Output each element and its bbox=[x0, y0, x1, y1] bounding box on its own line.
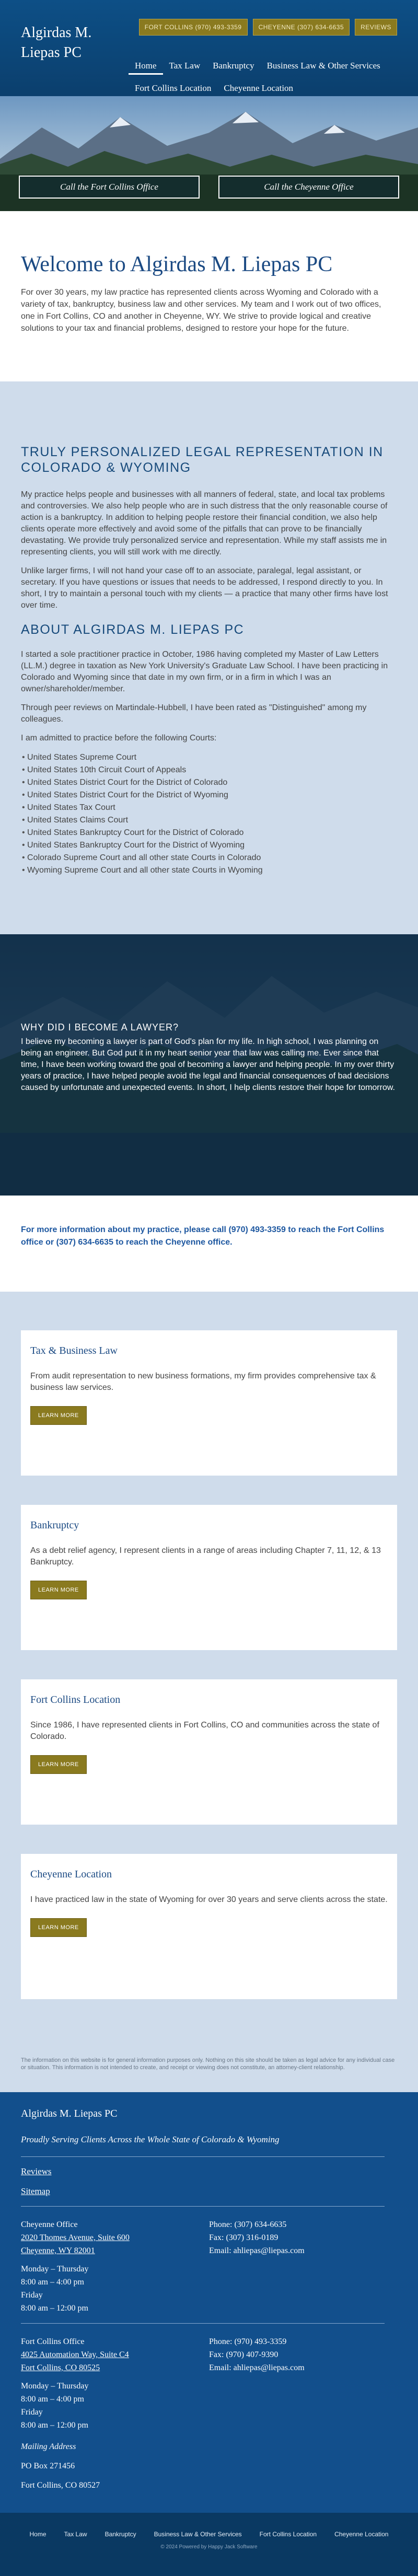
why-lawyer-section bbox=[0, 934, 418, 1196]
about-paragraph-3: I am admitted to practice before the following Courts: bbox=[21, 734, 217, 742]
office-email[interactable]: Email: ahliepas@liepas.com bbox=[209, 2363, 305, 2372]
list-item: • United States Bankruptcy Court for the District of Colorado bbox=[22, 827, 397, 839]
office-address-line-1[interactable]: 2020 Thomes Avenue, Suite 600 bbox=[21, 2233, 130, 2242]
card-text: From audit representation to new business formations, my firm provides comprehensive tax & business law services. bbox=[30, 1372, 376, 1392]
main-nav bbox=[129, 59, 400, 96]
footer-divider bbox=[21, 2206, 385, 2207]
mailing-city: Fort Collins, CO 80527 bbox=[21, 2481, 100, 2490]
learn-more-button[interactable]: LEARN MORE bbox=[30, 1406, 87, 1425]
legal-paragraph-1: My practice helps people and businesses with all manners of federal, state, and local tax problems and controversies. We also help people who are in such distress that the only reasonable course of action is a bankruptcy. In addition to helping people restore their financial condition, we also help clients operate more effectively and avoid some of the pitfalls that can prove to be financially devastating. We provide truly personalized service and representation. While my staff assists me in representing clients, you will still work with me directly. bbox=[21, 490, 388, 556]
top-button-bar bbox=[139, 19, 397, 36]
hours-days: Friday bbox=[21, 2408, 43, 2417]
site-logo[interactable]: Algirdas M. Liepas PC bbox=[21, 25, 92, 61]
bottom-nav-cheyenne-location[interactable]: Cheyenne Location bbox=[334, 2531, 389, 2538]
about-title: ABOUT ALGIRDAS M. LIEPAS PC bbox=[21, 622, 245, 637]
learn-more-button[interactable]: LEARN MORE bbox=[30, 1581, 87, 1599]
office-phone[interactable]: Phone: (307) 634-6635 bbox=[209, 2220, 287, 2229]
fort-collins-office bbox=[21, 2335, 397, 2374]
legal-title: TRULY PERSONALIZED LEGAL REPRESENTATION IN COLORADO & WYOMING bbox=[21, 445, 384, 475]
card-text: As a debt relief agency, I represent clients in a range of areas including Chapter 7, 11, 12, & 13 Bankruptcy. bbox=[30, 1546, 381, 1567]
service-card-bankruptcy bbox=[21, 1505, 397, 1650]
list-item: • United States Supreme Court bbox=[22, 751, 397, 764]
mailing-address bbox=[21, 2440, 397, 2492]
hours-time: 8:00 am – 12:00 pm bbox=[21, 2421, 88, 2430]
site-header bbox=[0, 0, 418, 96]
why-lawyer-text: I believe my becoming a lawyer is part of God's plan for my life. In high school, I was planning on being an engineer. But God put it in my heart senior year that law was calling me. Ever since that time, I have been working toward the goal of becoming a lawyer and helping people. In my over thirty years of practice, I have helped people avoid the legal and financial consequences of bad decisions caused by unfortunate and unexpected events. In short, I help clients restore their hope for tomorrow. bbox=[21, 1037, 395, 1092]
nav-fort-collins-location[interactable]: Fort Collins Location bbox=[135, 83, 212, 93]
office-fax: Fax: (970) 407-9390 bbox=[209, 2350, 278, 2359]
bottom-nav-home[interactable]: Home bbox=[29, 2531, 47, 2538]
card-title: Tax & Business Law bbox=[30, 1345, 118, 1356]
hours-time: 8:00 am – 12:00 pm bbox=[21, 2304, 88, 2313]
office-address-line-1[interactable]: 4025 Automation Way, Suite C4 bbox=[21, 2350, 129, 2359]
learn-more-button[interactable]: LEARN MORE bbox=[30, 1918, 87, 1937]
list-item: • United States Bankruptcy Court for the District of Wyoming bbox=[22, 839, 397, 852]
reviews-button[interactable]: REVIEWS bbox=[355, 19, 397, 36]
welcome-title: Welcome to Algirdas M. Liepas PC bbox=[21, 252, 333, 276]
learn-more-button[interactable]: LEARN MORE bbox=[30, 1755, 87, 1774]
office-name: Cheyenne Office bbox=[21, 2220, 78, 2229]
copyright: © 2024 Powered by Happy Jack Software bbox=[160, 2544, 258, 2550]
list-item: • United States 10th Circuit Court of Appeals bbox=[22, 764, 397, 776]
hours-days: Friday bbox=[21, 2291, 43, 2300]
list-item: • United States District Court for the District of Wyoming bbox=[22, 789, 397, 802]
office-name: Fort Collins Office bbox=[21, 2337, 85, 2346]
office-phone[interactable]: Phone: (970) 493-3359 bbox=[209, 2337, 287, 2346]
list-item: • Colorado Supreme Court and all other state Courts in Colorado bbox=[22, 852, 397, 864]
cheyenne-phone-button[interactable]: CHEYENNE (307) 634-6635 bbox=[253, 19, 350, 36]
nav-tax-law[interactable]: Tax Law bbox=[169, 61, 201, 71]
footer-sitemap-link[interactable]: Sitemap bbox=[21, 2186, 50, 2196]
list-item: • Wyoming Supreme Court and all other state Courts in Wyoming bbox=[22, 864, 397, 877]
office-address-line-2[interactable]: Fort Collins, CO 80525 bbox=[21, 2363, 100, 2372]
about-paragraph-2: Through peer reviews on Martindale-Hubbell, I have been rated as "Distinguished" among my colleagues. bbox=[21, 703, 367, 724]
hours-time: 8:00 am – 4:00 pm bbox=[21, 2395, 84, 2404]
nav-bankruptcy[interactable]: Bankruptcy bbox=[213, 61, 254, 71]
legal-section bbox=[0, 381, 418, 934]
fort-collins-hours bbox=[21, 2380, 397, 2432]
contact-info-text: For more information about my practice, please call (970) 493-3359 to reach the Fort Collins office or (307) 634-6635 to reach the Cheyenne office. bbox=[21, 1225, 385, 1247]
nav-home[interactable]: Home bbox=[129, 59, 163, 75]
card-title: Fort Collins Location bbox=[30, 1694, 121, 1705]
footer-divider bbox=[21, 2323, 385, 2324]
footer-tagline: Proudly Serving Clients Across the Whole State of Colorado & Wyoming bbox=[21, 2134, 385, 2157]
services-section bbox=[0, 1292, 418, 2041]
card-title: Cheyenne Location bbox=[30, 1869, 112, 1880]
card-text: I have practiced law in the state of Wyoming for over 30 years and serve clients across the state. bbox=[30, 1895, 388, 1904]
cheyenne-hours bbox=[21, 2262, 397, 2315]
footer-reviews-link[interactable]: Reviews bbox=[21, 2166, 52, 2176]
card-text: Since 1986, I have represented clients in Fort Collins, CO and communities across the state of Colorado. bbox=[30, 1721, 379, 1741]
hours-days: Monday – Thursday bbox=[21, 2265, 89, 2273]
bottom-nav-fort-collins-location[interactable]: Fort Collins Location bbox=[259, 2531, 317, 2538]
footer-title: Algirdas M. Liepas PC bbox=[21, 2108, 118, 2119]
legal-paragraph-2: Unlike larger firms, I will not hand your case off to an associate, paralegal, legal assistant, or secretary. If you have questions or issues that needs to be addressed, I respond directly to you. In short, I try to maintain a personal touch with my clients — a practice that many other firms have lost over time. bbox=[21, 566, 388, 610]
service-card-fort-collins bbox=[21, 1679, 397, 1825]
list-item: • United States Claims Court bbox=[22, 814, 397, 827]
cheyenne-office bbox=[21, 2218, 397, 2257]
office-address-line-2[interactable]: Cheyenne, WY 82001 bbox=[21, 2246, 95, 2255]
list-item: • United States District Court for the District of Colorado bbox=[22, 776, 397, 789]
about-paragraph-1: I started a sole practitioner practice in October, 1986 having completed my Master of Law Letters (LL.M.) degree in taxation as New York University's Graduate Law School. I have been practicing in Colorado and Wyoming since that date in my own firm, or in a firm in which I was an owner/shareholder/member. bbox=[21, 650, 388, 693]
mailing-po-box: PO Box 271456 bbox=[21, 2462, 75, 2470]
card-title: Bankruptcy bbox=[30, 1519, 79, 1531]
office-fax: Fax: (307) 316-0189 bbox=[209, 2233, 278, 2242]
hero-call-buttons bbox=[19, 176, 399, 199]
fort-collins-phone-button[interactable]: FORT COLLINS (970) 493-3359 bbox=[139, 19, 248, 36]
service-card-tax bbox=[21, 1330, 397, 1476]
office-email[interactable]: Email: ahliepas@liepas.com bbox=[209, 2246, 305, 2255]
bottom-bar bbox=[0, 2513, 418, 2576]
site-footer bbox=[0, 2092, 418, 2513]
hours-time: 8:00 am – 4:00 pm bbox=[21, 2278, 84, 2287]
list-item: • United States Tax Court bbox=[22, 802, 397, 814]
nav-business-law[interactable]: Business Law & Other Services bbox=[266, 61, 380, 71]
disclaimer: The information on this website is for general information purposes only. Nothing on this site should be taken as legal advice for any individual case or situation. This information is not intended to create, and receipt or viewing does not constitute, an attorney-client relationship. bbox=[0, 2041, 418, 2092]
bottom-nav-bankruptcy[interactable]: Bankruptcy bbox=[104, 2531, 136, 2538]
welcome-section bbox=[0, 211, 418, 381]
call-cheyenne-button[interactable]: Call the Cheyenne Office bbox=[218, 176, 399, 199]
call-fort-collins-button[interactable]: Call the Fort Collins Office bbox=[19, 176, 200, 199]
welcome-text: For over 30 years, my law practice has represented clients across Wyoming and Colorado with a variety of tax, bankruptcy, business law and other services. My team and I work out of two offices, one in Fort Collins, CO and another in Cheyenne, WY. We strive to provide logical and creative solutions to your tax and financial problems, designed to restore your hope for the future. bbox=[21, 288, 381, 333]
service-card-cheyenne bbox=[21, 1854, 397, 1999]
nav-cheyenne-location[interactable]: Cheyenne Location bbox=[224, 83, 294, 93]
why-lawyer-title: WHY DID I BECOME A LAWYER? bbox=[21, 1022, 179, 1032]
hero-banner bbox=[0, 96, 418, 211]
why-lawyer-content bbox=[21, 1022, 397, 1094]
bottom-nav-business-law[interactable]: Business Law & Other Services bbox=[154, 2531, 242, 2538]
bottom-nav-tax-law[interactable]: Tax Law bbox=[64, 2531, 87, 2538]
contact-info-section bbox=[0, 1196, 418, 1292]
mailing-label: Mailing Address bbox=[21, 2442, 76, 2451]
bottom-nav bbox=[21, 2531, 397, 2538]
courts-list bbox=[22, 751, 397, 877]
hours-days: Monday – Thursday bbox=[21, 2382, 89, 2391]
